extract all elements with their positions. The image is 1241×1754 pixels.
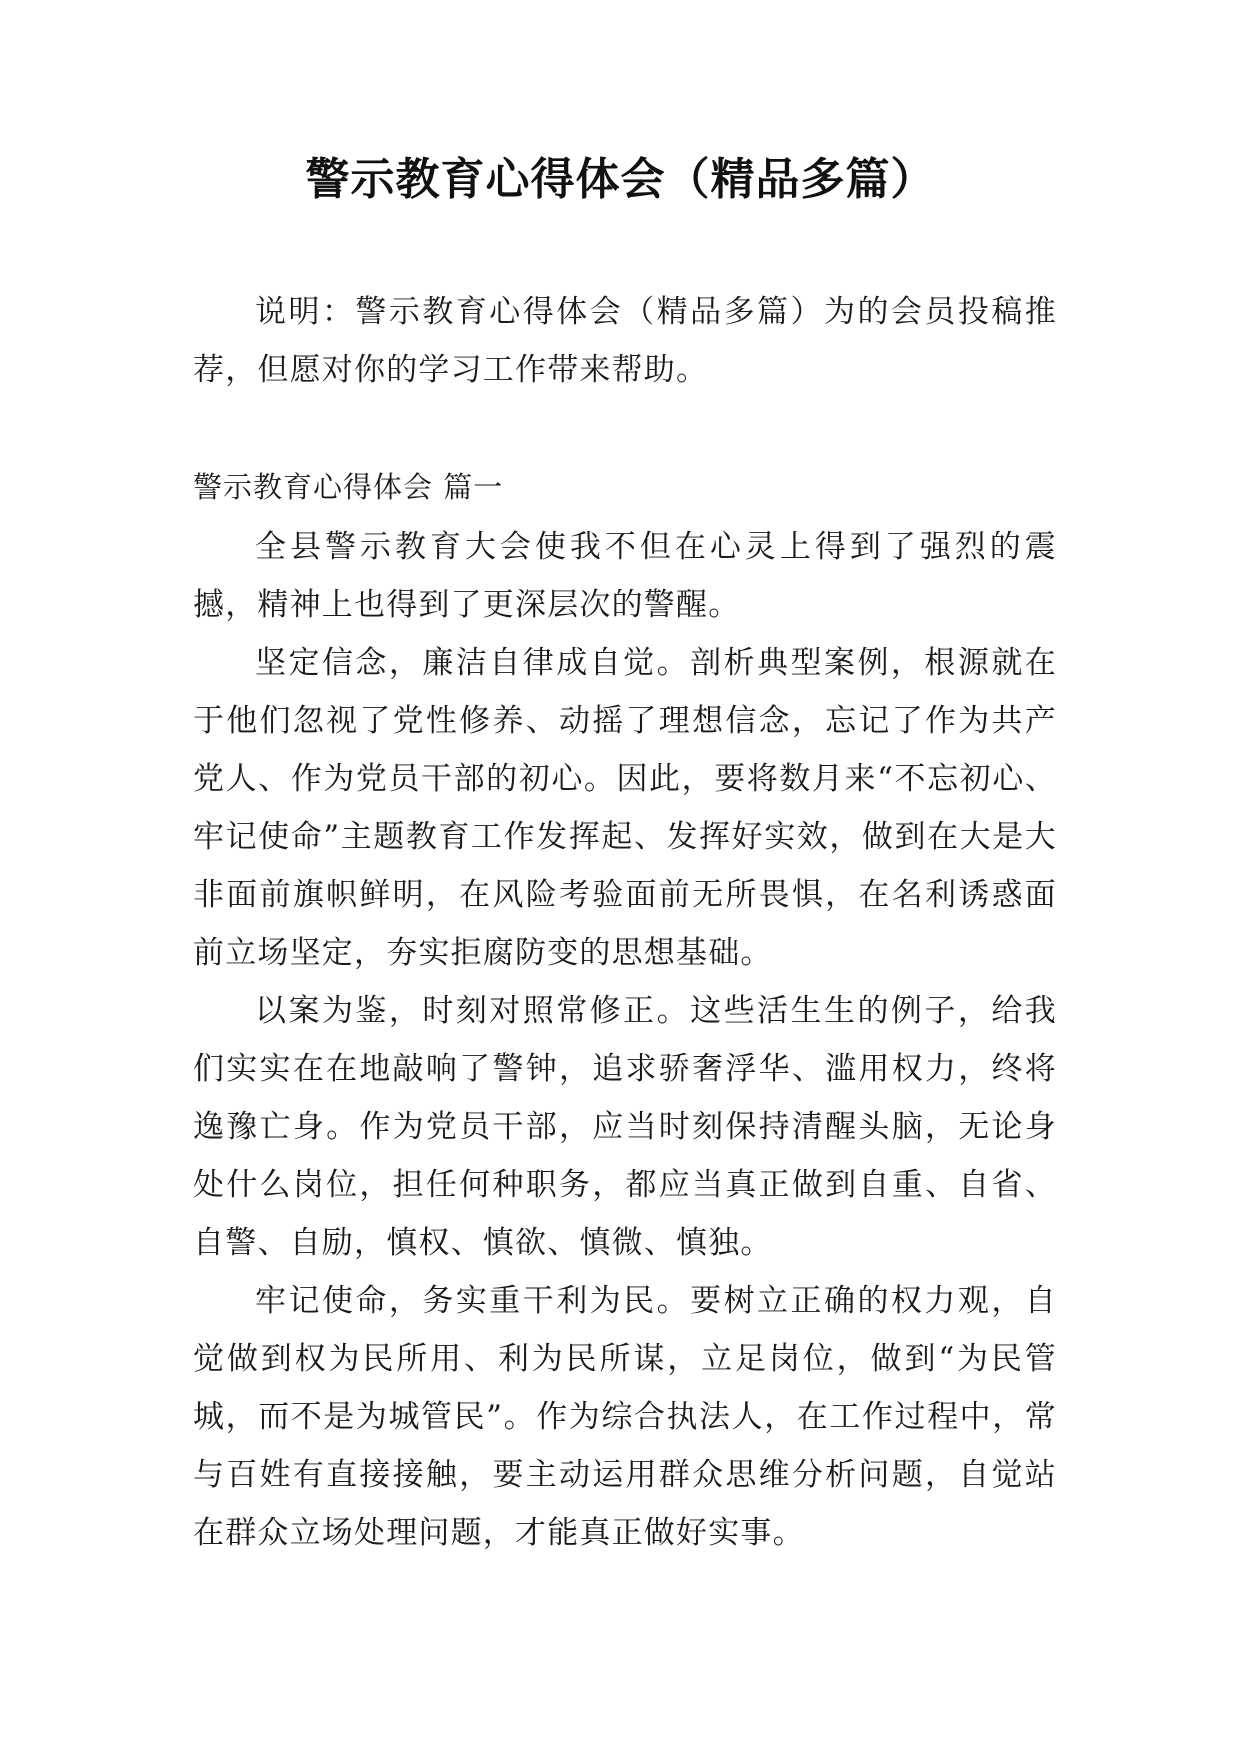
document-title: 警示教育心得体会（精品多篇） <box>305 154 936 205</box>
body-paragraph-2: 坚定信念，廉洁自律成自觉。剖析典型案例，根源就在于他们忽视了党性修养、动摇了理想信念，忘记了作为共产党人、作为党员干部的初心。因此，要将数月来“不忘初心、牢记使命”主题教育工作发挥起、发挥好实效，做到在大是大非面前旗帜鲜明，在风险考验面前无所畏惧，在名利诱惑面前立场坚定，夯实拒腐防变的思想基础。 <box>193 645 1057 971</box>
intro-block <box>193 283 1057 399</box>
section-body <box>193 518 1057 1562</box>
intro-paragraph: 说明：警示教育心得体会（精品多篇）为的会员投稿推荐，但愿对你的学习工作带来帮助。 <box>193 294 1057 388</box>
section-heading: 警示教育心得体会 篇一 <box>193 470 504 504</box>
body-paragraph-4: 牢记使命，务实重干利为民。要树立正确的权力观，自觉做到权为民所用、利为民所谋，立足岗位，做到“为民管城，而不是为城管民”。作为综合执法人，在工作过程中，常与百姓有直接接触，要主动运用群众思维分析问题，自觉站在群众立场处理问题，才能真正做好实事。 <box>193 1283 1057 1551</box>
body-paragraph-1: 全县警示教育大会使我不但在心灵上得到了强烈的震撼，精神上也得到了更深层次的警醒。 <box>193 529 1057 623</box>
body-paragraph-3: 以案为鉴，时刻对照常修正。这些活生生的例子，给我们实实在在地敲响了警钟，追求骄奢浮华、滥用权力，终将逸豫亡身。作为党员干部，应当时刻保持清醒头脑，无论身处什么岗位，担任何种职务，都应当真正做到自重、自省、自警、自励，慎权、慎欲、慎微、慎独。 <box>193 993 1057 1261</box>
